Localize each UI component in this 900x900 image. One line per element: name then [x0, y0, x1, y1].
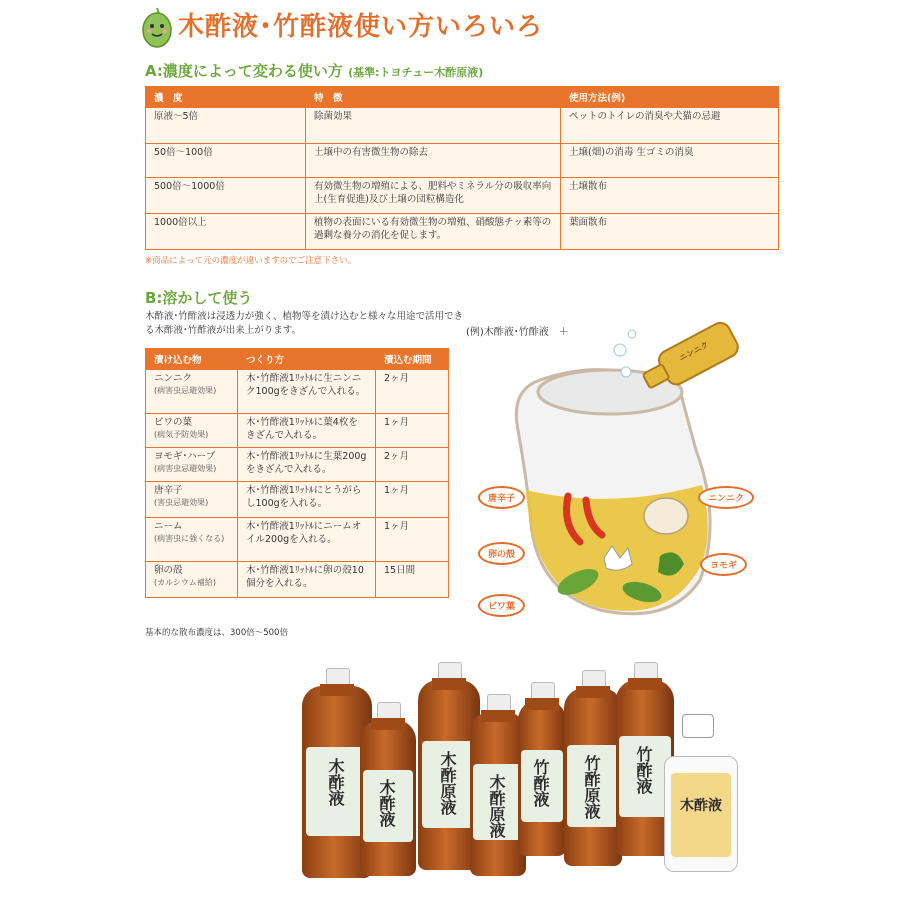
product-bottle: [360, 720, 416, 876]
spray-bottle: [664, 714, 736, 870]
section-a-subtitle: (基準:トヨチュー木酢原液): [348, 66, 484, 79]
item-name: ヨモギ･ハーブ: [154, 451, 216, 462]
table-cell: 土壌(畑)の消毒 生ゴミの消臭: [561, 144, 779, 178]
table-cell: 15日間: [376, 562, 449, 598]
item-effect: (病害虫に強くなる): [154, 533, 225, 543]
table-cell: 1ヶ月: [376, 414, 449, 448]
infusion-table: [145, 348, 449, 598]
table-cell: 50倍～100倍: [146, 144, 306, 178]
product-name: 竹酢液: [531, 758, 550, 807]
item-name: ビワの葉: [154, 417, 193, 428]
table-cell: 木･竹酢液1ﾘｯﾄﾙにとうがらし100gを入れる。: [238, 482, 376, 518]
table-cell: 土壌中の有害微生物の除去: [306, 144, 561, 178]
table-cell: [146, 448, 238, 482]
item-effect: (病害虫忌避効果): [154, 385, 217, 395]
label-ninniku: ニンニク: [698, 486, 754, 509]
table-row: [146, 448, 449, 482]
item-name: 唐辛子: [154, 485, 183, 496]
table-cell: ペットのトイレの消臭や犬猫の忌避: [561, 108, 779, 144]
header-cell: 漬け込む物: [146, 349, 238, 370]
section-b-note: 基本的な散布濃度は、300倍～500倍: [145, 628, 288, 638]
product-name: 木酢原液: [487, 773, 506, 838]
item-name: 卵の殻: [154, 565, 183, 576]
item-name: ニンニク: [154, 373, 193, 384]
section-b-paragraph: 木酢液･竹酢液は浸透力が強く、植物等を漬け込むと様々な用途で活用できる木酢液･竹酢液が出来上がります。: [145, 311, 464, 337]
header-cell: 漬込む期間: [376, 349, 449, 370]
item-effect: (害虫忌避効果): [154, 497, 209, 507]
section-a-note: ※商品によって元の濃度が違いますのでご注意下さい。: [145, 256, 357, 266]
mascot-icon: [138, 6, 176, 52]
table-header-row: [146, 87, 779, 108]
table-row: [146, 482, 449, 518]
table-cell: 植物の表面にいる有効微生物の増殖、硝酸態チッ素等の過剰な養分の消化を促します。: [306, 214, 561, 250]
table-cell: [146, 414, 238, 448]
concentration-table: [145, 86, 779, 250]
table-row: [146, 518, 449, 562]
table-cell: 500倍～1000倍: [146, 178, 306, 214]
header-cell: 濃 度: [146, 87, 306, 108]
table-cell: 2ヶ月: [376, 370, 449, 414]
table-row: [146, 108, 779, 144]
section-a-heading: [145, 60, 483, 81]
table-cell: 木･竹酢液1ﾘｯﾄﾙに生葉200gをきざんで入れる。: [238, 448, 376, 482]
table-row: [146, 414, 449, 448]
product-name: 竹酢原液: [582, 754, 601, 819]
example-caption: (例)木酢液･竹酢液 ＋: [466, 327, 569, 338]
table-cell: 木･竹酢液1ﾘｯﾄﾙに葉4枚をきざんで入れる。: [238, 414, 376, 448]
table-cell: 原液～5倍: [146, 108, 306, 144]
table-cell: [146, 370, 238, 414]
table-cell: 2ヶ月: [376, 448, 449, 482]
header-cell: 使用方法(例): [561, 87, 779, 108]
table-cell: 木･竹酢液1ﾘｯﾄﾙにニームオイル200gを入れる。: [238, 518, 376, 562]
table-cell: [146, 562, 238, 598]
product-name: 竹酢液: [634, 746, 653, 795]
table-cell: 除菌効果: [306, 108, 561, 144]
table-row: [146, 562, 449, 598]
table-cell: 土壌散布: [561, 178, 779, 214]
header-cell: 特 徴: [306, 87, 561, 108]
label-yomogi: ヨモギ: [700, 553, 747, 576]
item-effect: (病気予防効果): [154, 429, 209, 439]
product-name: 木酢液: [680, 798, 722, 814]
table-row: [146, 178, 779, 214]
header-cell: つくり方: [238, 349, 376, 370]
table-row: [146, 144, 779, 178]
section-b-heading: B:溶かして使う: [145, 289, 253, 307]
product-bottle: [564, 688, 622, 866]
product-name: 木酢液: [377, 778, 396, 827]
table-row: [146, 370, 449, 414]
table-cell: 1ヶ月: [376, 482, 449, 518]
product-name: 木酢原液: [438, 751, 457, 816]
product-bottle: [518, 700, 566, 856]
table-cell: 1ヶ月: [376, 518, 449, 562]
table-header-row: [146, 349, 449, 370]
label-biwa: ビワ葉: [478, 594, 525, 617]
table-cell: [146, 518, 238, 562]
item-effect: (カルシウム補給): [154, 577, 216, 587]
table-cell: 葉面散布: [561, 214, 779, 250]
page-title: 木酢液･竹酢液使い方いろいろ: [178, 12, 544, 42]
label-togarashi: 唐辛子: [478, 486, 525, 509]
pouring-bottle-label: ニンニク: [677, 340, 711, 363]
table-cell: 有効微生物の増殖による、肥料やミネラル分の吸収率向上(生育促進)及び土壌の団粒構造化: [306, 178, 561, 214]
item-name: ニーム: [154, 521, 183, 532]
label-tamago: 卵の殻: [478, 542, 525, 565]
section-a-title: A:濃度によって変わる使い方: [145, 62, 343, 80]
table-cell: 1000倍以上: [146, 214, 306, 250]
table-cell: [146, 482, 238, 518]
table-cell: 木･竹酢液1ﾘｯﾄﾙに生ニンニク100gをきざんで入れる。: [238, 370, 376, 414]
item-effect: (病害虫忌避効果): [154, 463, 217, 473]
product-name: 木酢液: [326, 758, 345, 807]
table-cell: 木･竹酢液1ﾘｯﾄﾙに卵の殻10個分を入れる。: [238, 562, 376, 598]
table-row: [146, 214, 779, 250]
